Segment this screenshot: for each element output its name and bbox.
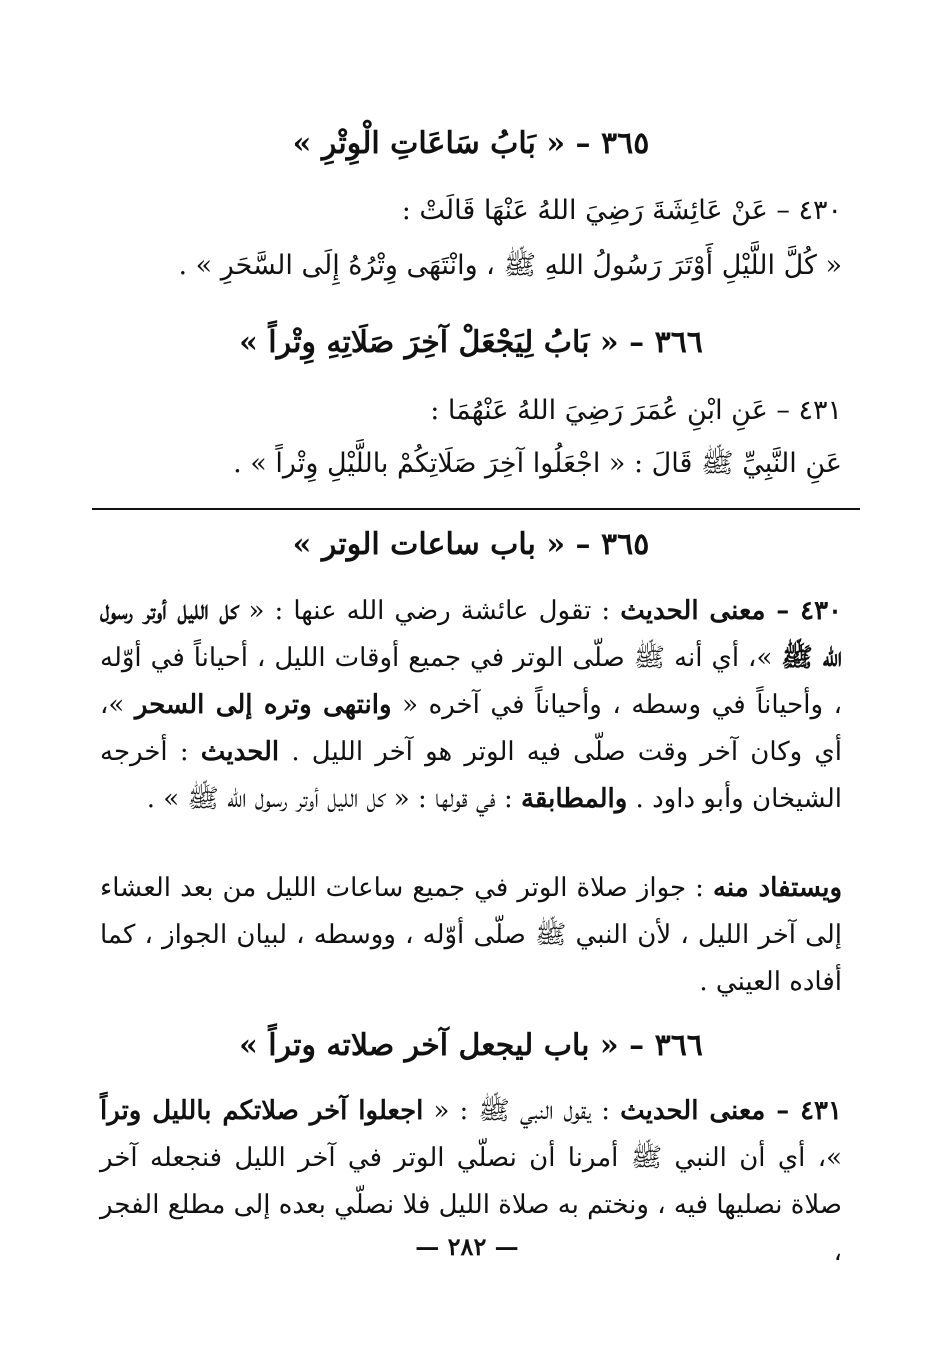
sharh-430-quote-2: وانتهى وتره إلى السحر (134, 690, 392, 720)
sharh-431-head: ٤٣١ – معنى الحديث (620, 1096, 842, 1126)
sharh-431-text-2: »، أي أن النبي ﷺ أمرنا أن نصلّي الوتر في آخر الليل فنجعله آخر صلاة نصليها فيه ، ونختم به صلاة الليل فلا نصلّي بعده إلى مطلع الفجر ، (100, 1143, 842, 1267)
sharh-430-head: ٤٣٠ – معنى الحديث (620, 596, 843, 626)
sharh-430-hadith-label: الحديث (200, 737, 280, 767)
sharh-431-text-1: : يقول النبي ﷺ : « (423, 1096, 621, 1126)
sharh-430-correspondence-label: والمطابقة (520, 784, 628, 814)
sharh-430-benefit-text: : جواز صلاة الوتر في جميع ساعات الليل من بعد العشاء إلى آخر الليل ، لأن النبي ﷺ صلّى أوّله ، ووسطه ، لبيان الجواز ، كما أفاده العيني . (100, 873, 842, 997)
sharh-430-paragraph (100, 588, 842, 823)
hadith-430-narrator: ٤٣٠ – عَنْ عَائِشَةَ رَضِيَ اللهُ عَنْهَا قَالَتْ : (401, 195, 842, 226)
sharh-431-quote: اجعلوا آخر صلاتكم بالليل وتراً (100, 1096, 424, 1126)
sharh-430-quote-1: كل الليل أوتر رسول الله ﷺ (100, 596, 842, 673)
hadith-431-narrator: ٤٣١ – عَنِ ابْنِ عُمَرَ رَضِيَ اللهُ عَنْهُمَا : (430, 395, 842, 426)
chapter-365-title: ٣٦٥ – « بَابُ سَاعَاتِ الْوِتْرِ » (292, 126, 650, 161)
chapter-366-title: ٣٦٦ – « بَابُ لِيَجْعَلْ آخِرَ صَلَاتِهِ وِتْراً » (239, 325, 703, 360)
section-divider (92, 508, 860, 510)
sharh-430-benefit-paragraph (100, 865, 842, 1006)
sharh-430-text-4: : أخرجه الشيخان وأبو داود . (100, 737, 842, 814)
page-number: — ٢٨٢ — (415, 1232, 519, 1261)
sharh-chapter-365-title: ٣٦٥ – « باب ساعات الوتر » (292, 527, 650, 562)
sharh-430-benefit-head: ويستفاد منه (712, 873, 843, 903)
hadith-431-text: عَنِ النَّبِيِّ ﷺ قَالَ : « اجْعَلُوا آخِرَ صَلَاتِكُمْ باللَّيْلِ وِتْراً » . (233, 448, 842, 479)
hadith-430-text: « كُلَّ اللَّيْلِ أَوْتَرَ رَسُولُ اللهِ ﷺ ، وانْتَهَى وِتْرُهُ إِلَى السَّحَرِ » . (178, 250, 842, 281)
sharh-430-text-2: »، أي أنه ﷺ صلّى الوتر في جميع أوقات الليل ، أحياناً في أوّله ، وأحياناً في وسطه ، وأحياناً في آخره « (100, 643, 842, 720)
sharh-430-text-3: »، أي وكان آخر وقت صلّى فيه الوتر هو آخر الليل . (100, 690, 842, 767)
sharh-430-text-1: : تقول عائشة رضي الله عنها : « (238, 596, 621, 626)
sharh-430-text-5: : في قولها : « كل الليل أوتر رسول الله ﷺ » . (146, 784, 521, 814)
sharh-chapter-366-title: ٣٦٦ – « باب ليجعل آخر صلاته وتراً » (239, 1028, 703, 1063)
